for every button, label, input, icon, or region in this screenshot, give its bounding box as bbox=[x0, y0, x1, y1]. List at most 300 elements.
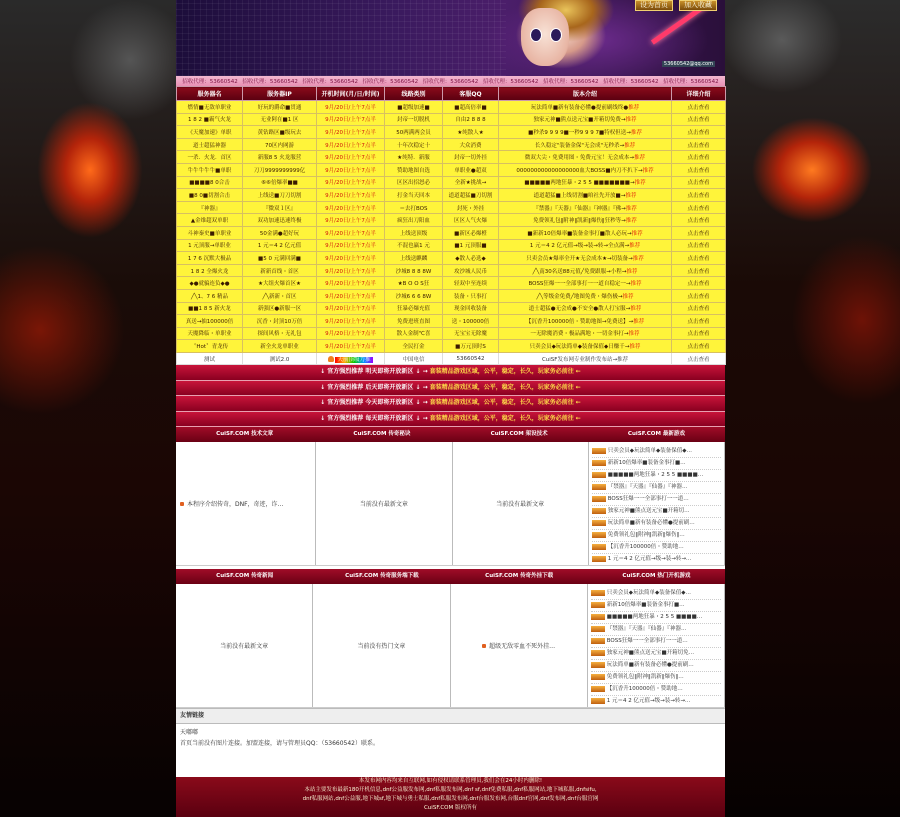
new-tag-icon bbox=[591, 686, 605, 692]
cell-server-ip: 双功加速迅速终极 bbox=[243, 214, 317, 227]
cell-qq: ■1 元顶服■ bbox=[443, 239, 499, 252]
promo-rows bbox=[176, 365, 725, 427]
cell-open-time: 9月/20日/上午7点半 bbox=[317, 151, 385, 164]
promo-text: ↓ 官方强烈推荐 明天即将开放新区 ↓ → bbox=[320, 368, 430, 376]
cell-qq: 全新★挑战→ bbox=[443, 176, 499, 189]
cell-qq: 封帝一切外挂 bbox=[443, 151, 499, 164]
flame-icon bbox=[328, 356, 334, 362]
cell-server-name[interactable]: ▲金维超双单职 bbox=[177, 214, 243, 227]
server-download-list bbox=[313, 584, 450, 707]
new-tag-icon bbox=[592, 460, 606, 466]
game-list-item[interactable]: 只卖会员◆玩法简单◆装备保值◆… bbox=[591, 588, 721, 600]
cell-server-ip: 刀刀9999999999亿 bbox=[243, 163, 317, 176]
cell-version: 000000000000000000血大BOSS■内刀不扒下→推荐 bbox=[499, 163, 672, 176]
cell-server-ip: 『微双１区』 bbox=[243, 201, 317, 214]
cell-details[interactable]: 点击查看 bbox=[672, 340, 726, 353]
latest-games-list bbox=[589, 442, 725, 565]
promo-highlight: 套装精品游戏区域，公平，稳定，长久，玩家务必前往 ← bbox=[429, 368, 581, 376]
cell-version: ■秒杀9 9 9 9■一秒9 9 9 7■特权但送→推荐 bbox=[499, 126, 672, 139]
cell-server-name[interactable]: 一杀．火龙．首区 bbox=[177, 151, 243, 164]
cell-server-ip: 好玩的爵命■贯通 bbox=[243, 101, 317, 114]
footer-copyright: CuiSF.COM 版权所有 bbox=[423, 805, 478, 811]
cell-qq: ■万元顶时S bbox=[443, 340, 499, 353]
cell-version: ╱╲等级金免费╱地图免费・爆伤极→推荐 bbox=[499, 289, 672, 302]
recommend-tag: 推荐 bbox=[630, 129, 642, 136]
cell-server-name[interactable]: ◆●就骗连负◆● bbox=[177, 277, 243, 290]
add-favorite-link[interactable]: 加入收藏 bbox=[679, 0, 717, 11]
agent-ad-item[interactable]: 招收代理：53660542 bbox=[422, 79, 479, 85]
cell-line-type: 沙城8 8 8 8W bbox=[385, 264, 443, 277]
cell-open-time: 9月/20日/上午7点半 bbox=[317, 101, 385, 114]
cell-open-time: 9月/20日/上午7点半 bbox=[317, 302, 385, 315]
cell-qq: 送・100000倍 bbox=[443, 315, 499, 328]
recommend-tag: 推荐 bbox=[634, 180, 646, 187]
game-list-item[interactable]: 1 元＝4 2 亿元值→级→装→转→… bbox=[591, 696, 721, 708]
new-tag-icon bbox=[591, 626, 605, 632]
recommend-tag: 推荐 bbox=[628, 104, 640, 111]
cell-details[interactable]: 点击查看 bbox=[672, 277, 726, 290]
recommend-tag: 推荐 bbox=[634, 155, 646, 162]
col-server-name: 服务器名 bbox=[177, 87, 243, 101]
cell-open-time bbox=[317, 352, 385, 365]
cell-qq: 轻双中至连续 bbox=[443, 277, 499, 290]
empty-message: 当前没有最新文章 bbox=[220, 643, 269, 651]
section-1-body bbox=[176, 442, 725, 566]
cell-qq: 自由2 8 8 8 bbox=[443, 113, 499, 126]
section-1-heads bbox=[176, 427, 725, 442]
new-tag-icon bbox=[591, 590, 605, 596]
cell-qq: 无宝宝无除魔 bbox=[443, 327, 499, 340]
cell-qq: 单职业●超双 bbox=[443, 163, 499, 176]
cell-open-time: 9月/20日/上午7点半 bbox=[317, 214, 385, 227]
friend-links-note: 首页当前没有图片连接。加盟连接，请与管理员QQ：（53660542）联系。 bbox=[180, 740, 379, 748]
hot-games-list bbox=[588, 584, 725, 707]
cell-qq: 道道超猛■刀切割 bbox=[443, 189, 499, 202]
cell-server-name[interactable]: ╱╲1、7 6 精品 bbox=[177, 289, 243, 302]
promo-banner[interactable] bbox=[176, 396, 725, 412]
agent-ad-item[interactable]: 招收代理：53660542 bbox=[242, 79, 298, 85]
cell-version: 独家元神■熊点送元宝■开箱切免费→推荐 bbox=[499, 113, 672, 126]
cell-server-name[interactable]: 牛牛牛牛牛■单职 bbox=[177, 163, 243, 176]
footer bbox=[176, 777, 725, 817]
col-version: 版本介绍 bbox=[499, 87, 672, 101]
server-row[interactable] bbox=[177, 126, 726, 139]
cell-version: ■■■■■两地狂暴・2 5 5 ■■■■■■■→推荐 bbox=[499, 176, 672, 189]
left-background-art bbox=[0, 0, 178, 817]
cell-details[interactable]: 点击查看 bbox=[672, 214, 726, 227]
cell-version: ╱╲南30名送88元值╱免费跟服→小程→推荐 bbox=[499, 264, 672, 277]
server-row[interactable] bbox=[177, 113, 726, 126]
col-details: 详细介绍 bbox=[672, 87, 726, 101]
cell-version: 微双大尖・免费用图・免费元宝！无会成本→推荐 bbox=[499, 151, 672, 164]
cell-version: 免费领礼包‖附神‖凯新‖爆伤‖狂秒等→推荐 bbox=[499, 214, 672, 227]
server-row[interactable] bbox=[177, 277, 726, 290]
recommend-tag: 推荐 bbox=[622, 293, 634, 300]
game-list-item[interactable]: BOSS狂爆一一全部事打一一道… bbox=[591, 636, 721, 648]
game-list-item[interactable]: ■■■■■两地狂暴・2 5 5 ■■■■… bbox=[592, 470, 721, 482]
agent-ad-item[interactable]: 招收代理：53660542 bbox=[603, 79, 659, 85]
server-row[interactable] bbox=[177, 252, 726, 265]
cell-server-name[interactable]: 〝Hot〞青龙传 bbox=[177, 340, 243, 353]
col-server-ip: 服务器IP bbox=[243, 87, 317, 101]
empty-message: 当前没有最新文章 bbox=[359, 501, 408, 509]
promo-banner[interactable] bbox=[176, 412, 725, 428]
cell-details[interactable]: 点击查看 bbox=[672, 126, 726, 139]
game-list-item[interactable]: 『禁器』『天器』『仙器』『神器… bbox=[591, 624, 721, 636]
friend-links-body bbox=[176, 724, 725, 765]
agent-ad-item[interactable]: 招收代理：53660542 bbox=[362, 79, 419, 85]
cell-qq: 现金回收装备 bbox=[443, 302, 499, 315]
cell-open-time: 9月/20日/上午7点半 bbox=[317, 163, 385, 176]
section-1 bbox=[176, 427, 725, 566]
cell-line-type: 全民打金 bbox=[385, 340, 443, 353]
server-row[interactable] bbox=[177, 214, 726, 227]
cell-details[interactable]: 点击查看 bbox=[672, 289, 726, 302]
cell-version: 1 元＝4 2 亿元值→级→装→转→全点满→推荐 bbox=[499, 239, 672, 252]
cell-server-name[interactable]: ■8 0■切割合击 bbox=[177, 189, 243, 202]
game-list-item[interactable]: BOSS狂爆一一全部事打一一道… bbox=[592, 494, 721, 506]
recommend-tag: 推荐 bbox=[624, 142, 636, 149]
agent-ad-item[interactable]: 招收代理：53660542 bbox=[302, 79, 359, 85]
server-row[interactable] bbox=[177, 264, 726, 277]
tech-articles-heading[interactable]: CuiSF.COM 技术文章 bbox=[216, 431, 274, 438]
promo-highlight: 套装精品游戏区域，公平，稳定，长久，玩家务必前往 ← bbox=[429, 383, 581, 391]
cell-server-ip: 沉香・封顶10万倍 bbox=[243, 315, 317, 328]
cell-open-time: 9月/20日/上午7点半 bbox=[317, 264, 385, 277]
cell-server-name[interactable]: 真送→抽100000倍 bbox=[177, 315, 243, 328]
promo-text: ↓ 官方强烈推荐 后天即将开放新区 ↓ → bbox=[320, 383, 430, 391]
bullet-icon bbox=[180, 502, 184, 506]
game-list-item[interactable]: 玩法简单■新有装备必懂●提前刷… bbox=[592, 518, 721, 530]
section-2 bbox=[176, 569, 725, 708]
cell-open-time: 9月/20日/上午7点半 bbox=[317, 289, 385, 302]
cell-qq: ★纯散人★ bbox=[443, 126, 499, 139]
cell-open-time: 9月/20日/上午7点半 bbox=[317, 327, 385, 340]
cell-open-time: 9月/20日/上午7点半 bbox=[317, 340, 385, 353]
cell-server-name[interactable]: 燃情■无敌单职业 bbox=[177, 101, 243, 114]
section-2-heads bbox=[176, 569, 725, 584]
footer-line: 本站主要发布最新180开机信息,dnf公益服发布网,dnf私服发布网,dnf sf,dnf免费私服,dnf私服网站,地下城私服,dnfsifu, bbox=[304, 787, 597, 793]
cell-qq: 区区人气火爆 bbox=[443, 214, 499, 227]
server-row[interactable] bbox=[177, 239, 726, 252]
cell-details[interactable]: 点击查看 bbox=[672, 201, 726, 214]
cell-details[interactable]: 点击查看 bbox=[672, 176, 726, 189]
cell-details[interactable]: 点击查看 bbox=[672, 239, 726, 252]
setup-tech-list bbox=[453, 442, 589, 565]
promo-highlight: 套装精品游戏区域，公平，稳定，长久，玩家务必前往 ← bbox=[429, 399, 581, 407]
game-list-item[interactable]: 免费领礼包‖附神‖凯新‖爆伤‖… bbox=[591, 672, 721, 684]
cell-qq: 装备・只事打 bbox=[443, 289, 499, 302]
cell-line-type: 50两满两会员 bbox=[385, 126, 443, 139]
cell-server-ip: 新服8 5 火龙服营 bbox=[243, 151, 317, 164]
recommend-tag: 推荐 bbox=[626, 268, 638, 275]
new-tag-icon bbox=[592, 532, 606, 538]
new-tag-icon bbox=[592, 544, 606, 550]
game-list-item[interactable]: 免费领礼包‖附神‖凯新‖爆伤‖… bbox=[592, 530, 721, 542]
server-row[interactable] bbox=[177, 302, 726, 315]
game-list-item[interactable]: 玩法简单■新有装备必懂●提前刷… bbox=[591, 660, 721, 672]
footer-line: 本发布网内容均来自互联网,如有侵权请联系管理员,我们会在24小时内删除! bbox=[358, 778, 543, 784]
cell-line-type: 赞助地图自选 bbox=[385, 163, 443, 176]
cell-version: 长久稳定"装备金保"无会成"无秒杀→推荐 bbox=[499, 138, 672, 151]
cell-open-time: 9月/20日/上午7点半 bbox=[317, 315, 385, 328]
game-list-item[interactable]: 【沉香升100000倍・赞助地… bbox=[592, 542, 721, 554]
cell-open-time: 9月/20日/上午7点半 bbox=[317, 138, 385, 151]
cell-version: BOSS狂爆一一全部事打一一道自稳定一→推荐 bbox=[499, 277, 672, 290]
server-row[interactable] bbox=[177, 340, 726, 353]
plugin-link[interactable]: 超级无敌零血不死外挂… bbox=[489, 643, 556, 651]
tech-articles-list bbox=[176, 442, 316, 565]
bullet-icon bbox=[482, 644, 486, 648]
cell-line-type: 上线送麒麟 bbox=[385, 252, 443, 265]
server-row[interactable] bbox=[177, 176, 726, 189]
promo-banner[interactable] bbox=[176, 365, 725, 381]
cell-server-name[interactable]: 1 8 2 全爆火龙 bbox=[177, 264, 243, 277]
cell-line-type: ＝去打BOS bbox=[385, 201, 443, 214]
new-tag-icon bbox=[592, 472, 606, 478]
new-tag-icon bbox=[592, 508, 606, 514]
col-line-type: 线路类别 bbox=[385, 87, 443, 101]
game-list-item[interactable]: ■■■■■两地狂暴・2 5 5 ■■■■… bbox=[591, 612, 721, 624]
promo-highlight: 套装精品游戏区域，公平，稳定，长久，玩家务必前往 ← bbox=[429, 414, 581, 422]
cell-server-name[interactable]: ■■1 8 5 新火龙 bbox=[177, 302, 243, 315]
cell-line-type: ★纯特．新服 bbox=[385, 151, 443, 164]
cell-line-type: 中国电信 bbox=[385, 352, 443, 365]
recommend-tag: 推荐 bbox=[631, 230, 643, 237]
cell-server-name[interactable]: 『神器』 bbox=[177, 201, 243, 214]
cell-server-ip: 新全火龙单职业 bbox=[243, 340, 317, 353]
server-download-heading[interactable]: CuiSF.COM 传奇服务端下载 bbox=[345, 573, 419, 580]
cell-line-type: 不混也赢1 元 bbox=[385, 239, 443, 252]
new-tag-icon bbox=[591, 638, 605, 644]
promo-banner[interactable] bbox=[176, 381, 725, 397]
new-tag-icon bbox=[591, 662, 605, 668]
plugin-download-list bbox=[451, 584, 588, 707]
new-tag-icon bbox=[592, 484, 606, 490]
cell-line-type: 免费进班直图 bbox=[385, 315, 443, 328]
game-list-item[interactable]: 独家元神■熊点送元宝■开箱切免… bbox=[591, 648, 721, 660]
cell-details[interactable]: 点击查看 bbox=[672, 264, 726, 277]
cell-line-type: 十年次稳定十 bbox=[385, 138, 443, 151]
banner-character-eye bbox=[530, 28, 542, 42]
cell-line-type: 区区出招怒必 bbox=[385, 176, 443, 189]
cell-server-name[interactable]: 1 8 2 ■霸气火龙 bbox=[177, 113, 243, 126]
recommend-tag: 推荐 bbox=[629, 344, 641, 351]
cell-qq: 攻沙城人民币 bbox=[443, 264, 499, 277]
agent-ad-item[interactable]: 招收代理：53660542 bbox=[482, 79, 539, 85]
server-row[interactable] bbox=[177, 138, 726, 151]
new-tag-icon bbox=[592, 448, 606, 454]
col-qq: 客服QQ bbox=[443, 87, 499, 101]
cell-server-name[interactable]: 《天魔加速》单职 bbox=[177, 126, 243, 139]
recommend-tag: 推荐 bbox=[629, 243, 641, 250]
cell-server-ip: ╱╲新新・首区 bbox=[243, 289, 317, 302]
empty-message: 当前没有最新文章 bbox=[496, 501, 545, 509]
server-row[interactable] bbox=[177, 101, 726, 114]
cell-line-type: 上线送顶级 bbox=[385, 226, 443, 239]
latest-games-heading[interactable]: CuiSF.COM 最新游戏 bbox=[627, 431, 685, 438]
cell-qq: 大众消费 bbox=[443, 138, 499, 151]
game-list-item[interactable]: 1 元＝4 2 亿元值→级→装→转→… bbox=[592, 554, 721, 566]
cell-server-ip: 上线送■刀刀切割 bbox=[243, 189, 317, 202]
cell-line-type: ★B O O S狂 bbox=[385, 277, 443, 290]
banner-character bbox=[521, 8, 569, 66]
friend-link[interactable]: 天嘟嘟 bbox=[180, 729, 199, 737]
recommend-tag: 推荐 bbox=[630, 281, 642, 288]
cell-details[interactable]: 点击查看 bbox=[672, 226, 726, 239]
cell-version: 『禁器』『天器』『仙器』『神器』『佛→推荐 bbox=[499, 201, 672, 214]
cell-open-time: 9月/20日/上午7点半 bbox=[317, 113, 385, 126]
recommend-tag: 推荐 bbox=[628, 331, 640, 338]
promo-text: ↓ 官方强烈推荐 今天即将开放新区 ↓ → bbox=[320, 399, 430, 407]
server-row[interactable] bbox=[177, 327, 726, 340]
cell-line-type: 沙城6 6 6 8W bbox=[385, 289, 443, 302]
cell-open-time: 9月/20日/上午7点半 bbox=[317, 239, 385, 252]
cell-server-ip: 无业阿在■1 区 bbox=[243, 113, 317, 126]
legend-secrets-heading[interactable]: CuiSF.COM 传奇秘诀 bbox=[353, 431, 411, 438]
server-table-header bbox=[177, 87, 726, 101]
legend-news-heading[interactable]: CuiSF.COM 传奇新闻 bbox=[216, 573, 274, 580]
recommend-tag: 推荐 bbox=[632, 255, 644, 262]
server-row[interactable] bbox=[177, 315, 726, 328]
server-row[interactable] bbox=[177, 201, 726, 214]
game-list-item[interactable]: 新新10倍爆率■装备金事打■… bbox=[591, 600, 721, 612]
cell-server-ip: ■5 0 元满回满■ bbox=[243, 252, 317, 265]
cell-details[interactable]: 点击查看 bbox=[672, 101, 726, 114]
article-link[interactable]: 本程序介绍传奇，DNF，奇迹，诈… bbox=[187, 501, 284, 509]
recommend-tag: 推荐 bbox=[625, 117, 637, 124]
recommend-tag: 推荐 bbox=[625, 218, 637, 225]
new-tag-icon bbox=[591, 698, 605, 704]
cell-server-name[interactable]: 测试 bbox=[177, 352, 243, 365]
cell-open-time: 9月/20日/上午7点半 bbox=[317, 126, 385, 139]
cell-server-name[interactable]: ■■■■8 0合击 bbox=[177, 176, 243, 189]
main-container bbox=[176, 0, 725, 817]
cell-details[interactable]: 点击查看 bbox=[672, 163, 726, 176]
top-links bbox=[635, 0, 717, 11]
right-background-art bbox=[722, 0, 900, 817]
cell-server-name[interactable]: 1 7 6 沉默大极品 bbox=[177, 252, 243, 265]
cell-details[interactable]: 点击查看 bbox=[672, 113, 726, 126]
agent-ad-item[interactable]: 招收代理：53660542 bbox=[182, 79, 238, 85]
section-2-body bbox=[176, 584, 725, 708]
cell-open-time: 9月/20日/上午7点半 bbox=[317, 277, 385, 290]
cell-version: 玩法简单■新有装备必懂●提前刷线终●推荐 bbox=[499, 101, 672, 114]
server-row[interactable] bbox=[177, 163, 726, 176]
cell-server-ip: 50金满●超好玩 bbox=[243, 226, 317, 239]
cell-details[interactable]: 点击查看 bbox=[672, 252, 726, 265]
cell-version: 只卖会员★爆率全开★无会成本★→切装备→推荐 bbox=[499, 252, 672, 265]
recommend-tag: 推荐 bbox=[633, 318, 645, 325]
cell-server-name[interactable]: 道士超猛神器 bbox=[177, 138, 243, 151]
server-row[interactable] bbox=[177, 189, 726, 202]
cell-details[interactable]: 点击查看 bbox=[672, 315, 726, 328]
recommend-tag: 推荐 bbox=[625, 205, 637, 212]
new-tag-icon bbox=[592, 496, 606, 502]
cell-details[interactable]: 点击查看 bbox=[672, 151, 726, 164]
banner-site-text: 53660542@qq.com bbox=[663, 61, 713, 67]
cell-line-type: 散人金制℃喜 bbox=[385, 327, 443, 340]
cell-version: 道道超猛■上线切割■咱社先开放■→推荐 bbox=[499, 189, 672, 202]
setup-tech-heading[interactable]: CuiSF.COM 架设技术 bbox=[490, 431, 548, 438]
cell-line-type: ■超级加速■ bbox=[385, 101, 443, 114]
new-tag-icon bbox=[591, 650, 605, 656]
agent-ad-item[interactable]: 招收代理：53660542 bbox=[663, 79, 719, 85]
recommend-tag: 推荐 bbox=[625, 192, 637, 199]
cell-version: CuiSF发布网专业制作发布站→推荐 bbox=[499, 352, 672, 365]
cell-server-ip: 70区内网游 bbox=[243, 138, 317, 151]
server-row[interactable] bbox=[177, 289, 726, 302]
cell-details[interactable]: 点击查看 bbox=[672, 352, 726, 365]
cell-details[interactable]: 点击查看 bbox=[672, 189, 726, 202]
set-homepage-link[interactable]: 设为首页 bbox=[635, 0, 673, 11]
cell-server-ip: 探间风格・无礼包 bbox=[243, 327, 317, 340]
game-list-item[interactable]: 【沉香升100000倍・赞助地… bbox=[591, 684, 721, 696]
friend-links-heading: 友情链接 bbox=[176, 708, 725, 724]
footer-line: dnf私服网站,dnf公益服,地下城sf,地下城与勇士私服,dnf私服发布网,dnf台服发布网,台服dnf官网,dnf发布网,dnf台服官网 bbox=[302, 796, 599, 802]
agent-ad-item[interactable]: 招收代理：53660542 bbox=[542, 79, 599, 85]
cell-open-time: 9月/20日/上午7点半 bbox=[317, 252, 385, 265]
cell-server-ip: ⑥⑥倍爆率■■ bbox=[243, 176, 317, 189]
server-row[interactable] bbox=[177, 226, 726, 239]
recommend-tag: 推荐 bbox=[630, 306, 642, 313]
cell-server-ip: 新强区●新服一区 bbox=[243, 302, 317, 315]
cell-details[interactable]: 点击查看 bbox=[672, 138, 726, 151]
cell-server-name[interactable]: 天魔降临・单职业 bbox=[177, 327, 243, 340]
recommend-tag: 推荐 bbox=[642, 167, 654, 174]
cell-qq: ■新区必爆橙 bbox=[443, 226, 499, 239]
cell-server-ip: 黄钻路区■级玩去 bbox=[243, 126, 317, 139]
new-tag-icon bbox=[591, 674, 605, 680]
cell-line-type: 狂暴必爆充值 bbox=[385, 302, 443, 315]
cell-open-time: 9月/20日/上午7点半 bbox=[317, 189, 385, 202]
new-tag-icon bbox=[592, 520, 606, 526]
header-banner bbox=[176, 0, 725, 76]
cell-qq: 封死・外挂 bbox=[443, 201, 499, 214]
new-tag-icon bbox=[591, 602, 605, 608]
cell-version: 一无除魔消费・极品满地・一切金事打→推荐 bbox=[499, 327, 672, 340]
cell-qq: ■超高倍率■ bbox=[443, 101, 499, 114]
cell-server-name[interactable]: 斗神秦史■单职业 bbox=[177, 226, 243, 239]
banner-pattern bbox=[176, 0, 506, 76]
server-row-test[interactable] bbox=[177, 352, 726, 365]
cell-server-ip: 1 元＝4 2 亿元值 bbox=[243, 239, 317, 252]
game-list-item[interactable]: 新新10倍爆率■装备金事打■… bbox=[592, 458, 721, 470]
cell-version: 【沉香升100000倍・赞助地图→免费送】→推荐 bbox=[499, 315, 672, 328]
promo-text: ↓ 官方强烈推荐 每天即将开放新区 ↓ → bbox=[320, 414, 430, 422]
cell-details[interactable]: 点击查看 bbox=[672, 327, 726, 340]
cell-server-ip: ★大组火爆首区★ bbox=[243, 277, 317, 290]
cell-open-time: 9月/20日/上午7点半 bbox=[317, 201, 385, 214]
game-list-item[interactable]: 独家元神■熊点送元宝■开箱切… bbox=[592, 506, 721, 518]
cell-version: ■新新10倍爆率■装备金事打■散人必玩→推荐 bbox=[499, 226, 672, 239]
cell-line-type: 封帝一切脱机 bbox=[385, 113, 443, 126]
game-list-item[interactable]: 只卖会员◆玩法简单◆装备保值◆… bbox=[592, 446, 721, 458]
cell-server-ip: 测试2.0 bbox=[243, 352, 317, 365]
new-tag-icon bbox=[592, 556, 606, 562]
banner-character-eye bbox=[550, 28, 562, 42]
hot-games-heading[interactable]: CuiSF.COM 热门开机游戏 bbox=[622, 573, 691, 580]
cell-version: 道士超猛●无会成●不安全●散人打宝服→推荐 bbox=[499, 302, 672, 315]
cell-server-name[interactable]: 1 元顶服→单职业 bbox=[177, 239, 243, 252]
server-row[interactable] bbox=[177, 151, 726, 164]
cell-details[interactable]: 点击查看 bbox=[672, 302, 726, 315]
plugin-download-heading[interactable]: CuiSF.COM 传奇外挂下载 bbox=[485, 573, 554, 580]
game-list-item[interactable]: 『禁器』『天器』『仙器』『神器… bbox=[592, 482, 721, 494]
new-tag-icon bbox=[591, 614, 605, 620]
rainbow-label: 天前顶级力推 bbox=[337, 356, 371, 363]
cell-qq: ◆散人必选◆ bbox=[443, 252, 499, 265]
